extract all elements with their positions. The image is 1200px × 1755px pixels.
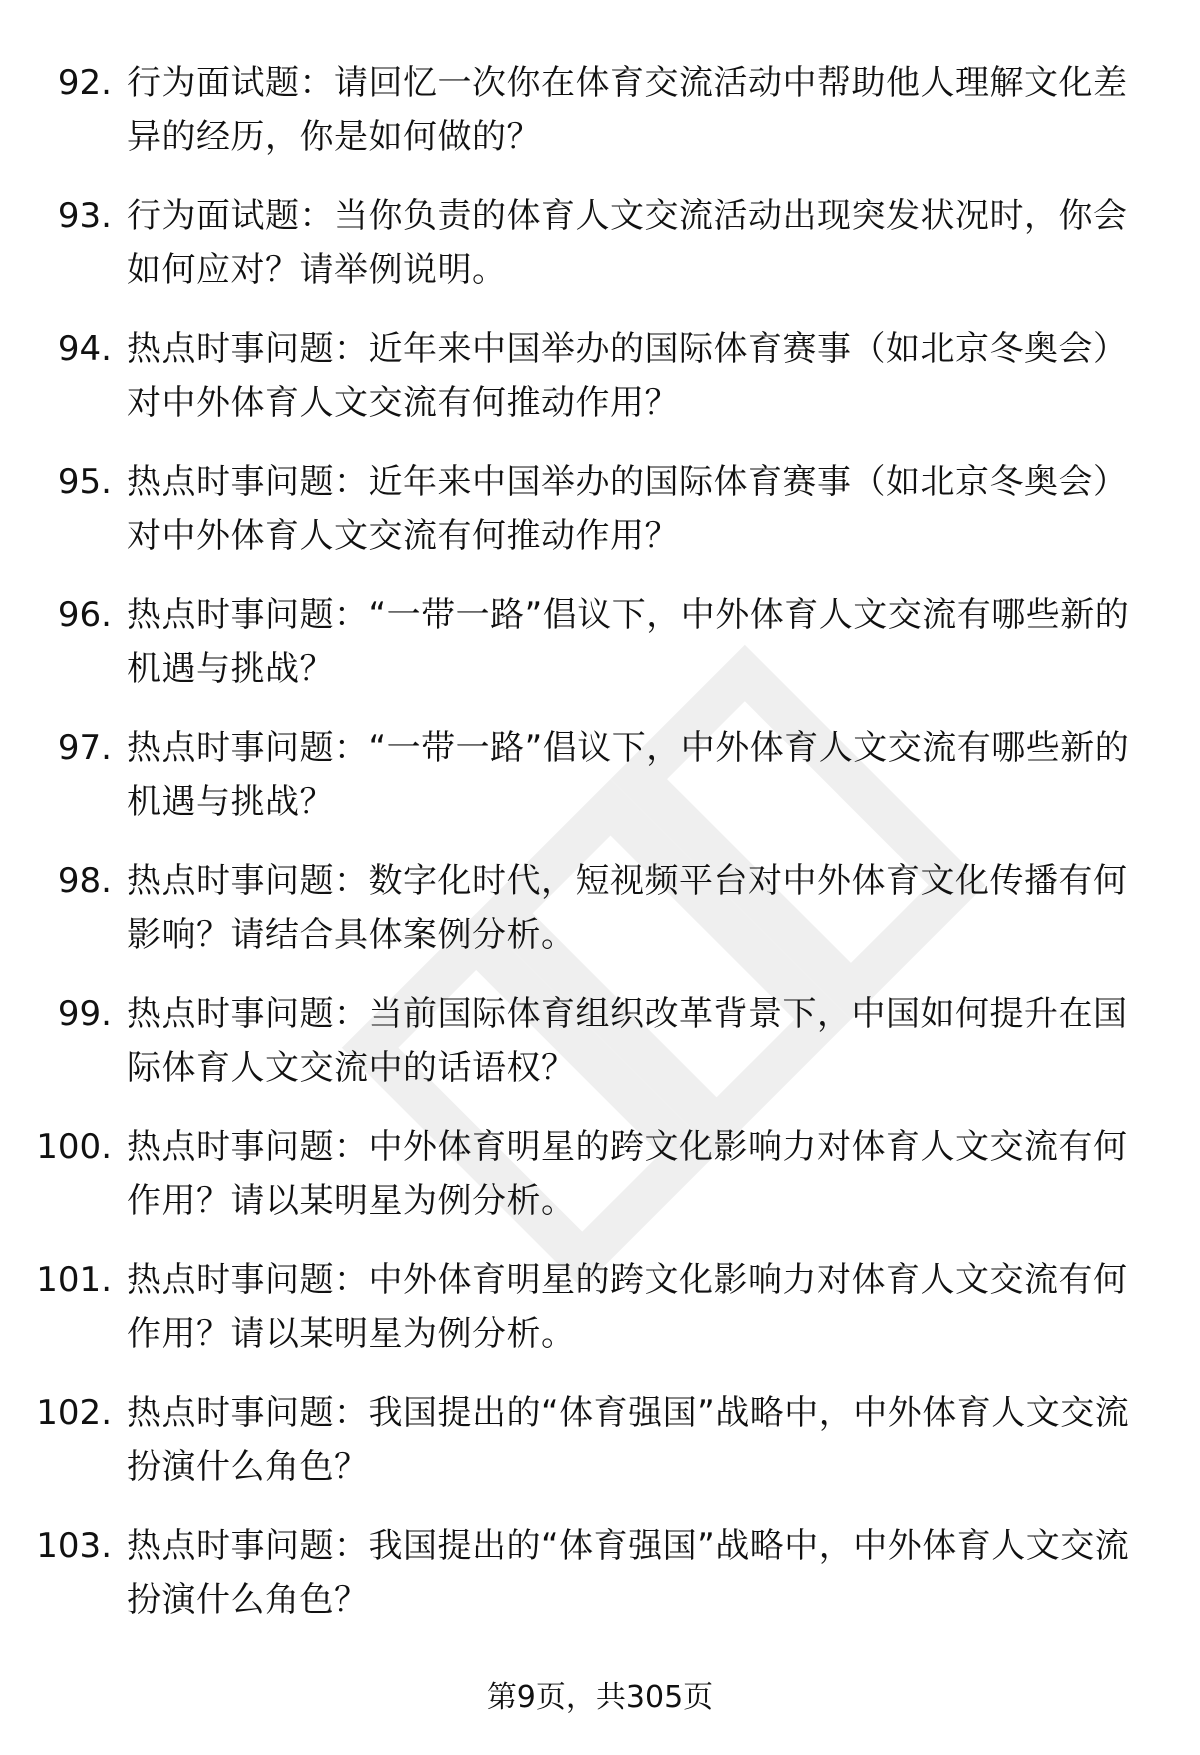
question-text: 热点时事问题：我国提出的“体育强国”战略中，中外体育人文交流扮演什么角色？ bbox=[127, 1393, 1130, 1487]
question-item bbox=[0, 987, 1200, 1120]
question-number: 94. bbox=[57, 329, 112, 369]
question-item bbox=[0, 721, 1200, 854]
question-number: 98. bbox=[57, 861, 112, 901]
question-text: 热点时事问题：中外体育明星的跨文化影响力对体育人文交流有何作用？请以某明星为例分析。 bbox=[127, 1127, 1128, 1221]
question-number: 93. bbox=[57, 196, 112, 236]
question-item bbox=[0, 56, 1200, 189]
question-item bbox=[0, 1386, 1200, 1519]
question-list bbox=[0, 56, 1200, 1652]
question-item bbox=[0, 854, 1200, 987]
question-item bbox=[0, 189, 1200, 322]
question-item bbox=[0, 1519, 1200, 1652]
question-text: 热点时事问题：近年来中国举办的国际体育赛事（如北京冬奥会）对中外体育人文交流有何推动作用？ bbox=[127, 462, 1128, 556]
question-number: 100. bbox=[36, 1127, 112, 1167]
question-text: 热点时事问题：“一带一路”倡议下，中外体育人文交流有哪些新的机遇与挑战？ bbox=[127, 728, 1130, 822]
question-number: 95. bbox=[57, 462, 112, 502]
page-footer: 第9页，共305页 bbox=[486, 1680, 714, 1715]
question-item bbox=[0, 455, 1200, 588]
question-text: 热点时事问题：近年来中国举办的国际体育赛事（如北京冬奥会）对中外体育人文交流有何推动作用？ bbox=[127, 329, 1128, 423]
question-number: 103. bbox=[36, 1526, 112, 1566]
question-item bbox=[0, 588, 1200, 721]
question-text: 热点时事问题：我国提出的“体育强国”战略中，中外体育人文交流扮演什么角色？ bbox=[127, 1526, 1130, 1620]
question-text: 行为面试题：当你负责的体育人文交流活动出现突发状况时，你会如何应对？请举例说明。 bbox=[127, 196, 1128, 290]
question-item bbox=[0, 322, 1200, 455]
question-number: 102. bbox=[36, 1393, 112, 1433]
question-text: 热点时事问题：“一带一路”倡议下，中外体育人文交流有哪些新的机遇与挑战？ bbox=[127, 595, 1130, 689]
question-item bbox=[0, 1253, 1200, 1386]
question-number: 101. bbox=[36, 1260, 112, 1300]
question-number: 99. bbox=[57, 994, 112, 1034]
question-text: 热点时事问题：中外体育明星的跨文化影响力对体育人文交流有何作用？请以某明星为例分析。 bbox=[127, 1260, 1128, 1354]
question-item bbox=[0, 1120, 1200, 1253]
question-number: 97. bbox=[57, 728, 112, 768]
question-text: 热点时事问题：数字化时代，短视频平台对中外体育文化传播有何影响？请结合具体案例分析。 bbox=[127, 861, 1128, 955]
question-text: 行为面试题：请回忆一次你在体育交流活动中帮助他人理解文化差异的经历，你是如何做的？ bbox=[127, 63, 1128, 157]
question-text: 热点时事问题：当前国际体育组织改革背景下，中国如何提升在国际体育人文交流中的话语权？ bbox=[127, 994, 1128, 1088]
question-number: 96. bbox=[57, 595, 112, 635]
question-number: 92. bbox=[57, 63, 112, 103]
